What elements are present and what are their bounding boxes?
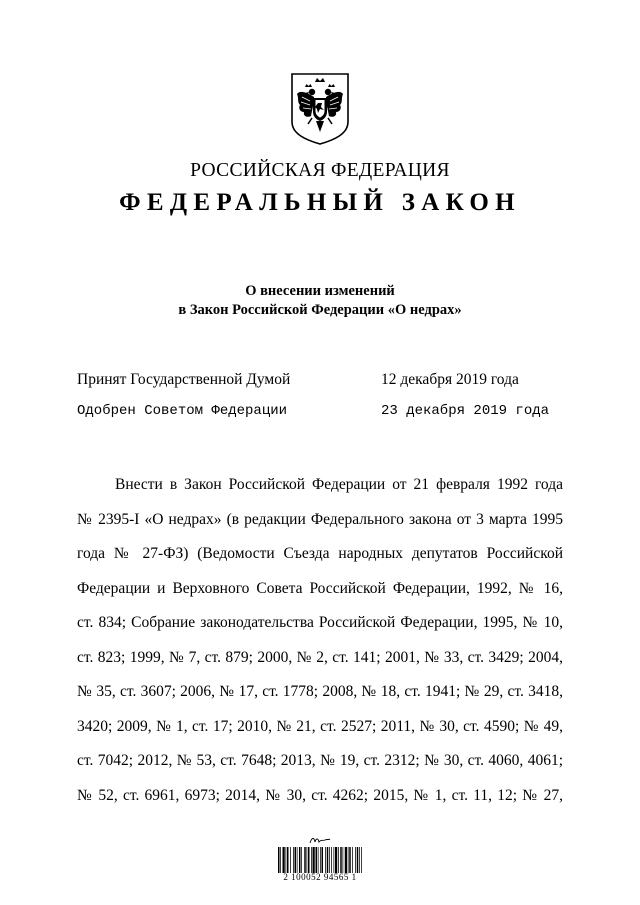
body-line: 3420; 2009, № 1, ст. 17; 2010, № 21, ст. 2527; 2011, № 30, ст. 4590; № 49, [77, 717, 563, 735]
adopted-by-duma-label: Принят Государственной Думой [77, 371, 291, 388]
body-line: Федерации и Верховного Совета Российской Федерации, 1992, № 16, [77, 579, 563, 597]
approved-by-council-date: 23 декабря 2019 года [381, 403, 550, 419]
body-line: № 35, ст. 3607; 2006, № 17, ст. 1778; 2008, № 18, ст. 1941; № 29, ст. 3418, [77, 683, 563, 700]
body-line: ст. 823; 1999, № 7, ст. 879; 2000, № 2, ст. 141; 2001, № 33, ст. 3429; 2004, [77, 648, 563, 666]
body-line: года № 27-ФЗ) (Ведомости Съезда народных депутатов Российской [77, 545, 563, 562]
document-type-heading: ФЕДЕРАЛЬНЫЙ ЗАКОН [119, 189, 521, 216]
body-line: ст. 7042; 2012, № 53, ст. 7648; 2013, № 19, ст. 2312; № 30, ст. 4060, 4061; [77, 752, 563, 769]
law-title-line-2: в Закон Российской Федерации «О недрах» [178, 302, 462, 318]
barcode-icon [278, 847, 362, 873]
body-line: Внести в Закон Российской Федерации от 21 февраля 1992 года [115, 476, 563, 493]
approved-by-council-label: Одобрен Советом Федерации [77, 403, 288, 419]
barcode-number: 2 100052 94565 1 [283, 872, 357, 882]
body-line: № 2395-I «О недрах» (в редакции Федерального закона от 3 марта 1995 [77, 510, 563, 528]
law-title-line-1: О внесении изменений [245, 283, 395, 299]
adopted-by-duma-date: 12 декабря 2019 года [381, 371, 519, 388]
handwritten-mark-icon [309, 835, 331, 845]
coat-of-arms-icon [288, 70, 352, 146]
law-body-text [77, 468, 563, 813]
body-line: ст. 834; Собрание законодательства Российской Федерации, 1995, № 10, [77, 614, 563, 631]
country-heading: РОССИЙСКАЯ ФЕДЕРАЦИЯ [190, 160, 450, 181]
body-line: № 52, ст. 6961, 6973; 2014, № 30, ст. 4262; 2015, № 1, ст. 11, 12; № 27, [77, 786, 563, 804]
law-title [0, 282, 640, 320]
